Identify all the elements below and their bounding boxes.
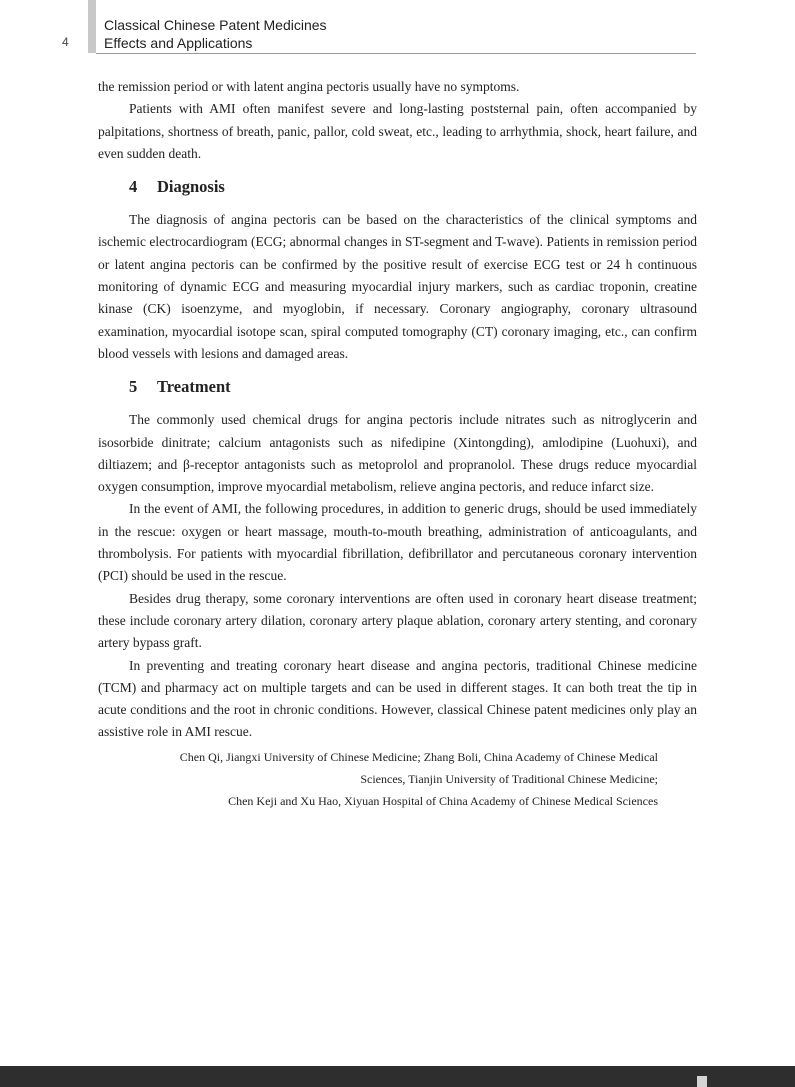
paragraph-treatment-tcm: In preventing and treating coronary heart disease and angina pectoris, traditional Chinese medicine (TCM) and pharmacy act on multiple targets and can be used in different stages. It can both treat the tip in acute conditions and the root in chronic conditions. However, classical Chinese patent medicines only play an assistive role in AMI rescue. [98,657,697,740]
paragraph-treatment-ami: In the event of AMI, the following procedures, in addition to generic drugs, should be used immediately in the rescue: oxygen or heart massage, mouth-to-mouth breathing, administration of anticoagulants, and thrombolysis. For patients with myocardial fibrillation, defibrillator and percutaneous coronary intervention (PCI) should be used in the rescue. [98,501,697,584]
page-content [98,76,697,812]
page-number: 4 [62,35,69,49]
running-title-line2: Effects and Applications [104,35,253,51]
bottom-tab [697,1076,707,1087]
paragraph-continuation: the remission period or with latent angina pectoris usually have no symptoms. [98,79,520,94]
section-title: Diagnosis [157,177,225,197]
authors-line1: Chen Qi, Jiangxi University of Chinese Medicine; Zhang Boli, China Academy of Chinese Medical [179,749,658,764]
section-heading-treatment [129,376,697,398]
authors-line2: Sciences, Tianjin University of Traditional Chinese Medicine; [360,771,658,786]
paragraph-treatment-drugs: The commonly used chemical drugs for angina pectoris include nitrates such as nitroglycerin and isosorbide dinitrate; calcium antagonists such as nifedipine (Xintongding), amlodipine (Luohuxi), and diltiazem; and β-receptor antagonists such as metoprolol and propranolol. These drugs reduce myocardial oxygen consumption, improve myocardial metabolism, relieve angina pectoris, and reduce infarct size. [98,412,697,495]
authors-block [98,746,658,812]
running-title [104,16,327,52]
bottom-bar [0,1066,795,1087]
authors-line3: Chen Keji and Xu Hao, Xiyuan Hospital of China Academy of Chinese Medical Sciences [228,793,658,808]
header-divider-bar [88,0,96,53]
paragraph-ami-symptoms: Patients with AMI often manifest severe and long-lasting poststernal pain, often accompanied by palpitations, shortness of breath, panic, pallor, cold sweat, etc., leading to arrhythmia, shock, heart failure, and even sudden death. [98,101,697,161]
section-heading-diagnosis [129,176,697,198]
running-title-line1: Classical Chinese Patent Medicines [104,17,327,33]
paragraph-diagnosis: The diagnosis of angina pectoris can be based on the characteristics of the clinical symptoms and ischemic electrocardiogram (ECG; abnormal changes in ST-segment and T-wave). Patients in remission period or latent angina pectoris can be confirmed by the positive result of exercise ECG test or 24 h continuous monitoring of dynamic ECG and measuring myocardial injury markers, such as cardiac troponin, creatine kinase (CK) isoenzyme, and myoglobin, if necessary. Coronary angiography, coronary ultrasound examination, myocardial isotope scan, spiral computed tomography (CT) coronary imaging, etc., can confirm blood vessels with lesions and damaged areas. [98,212,697,361]
section-number: 5 [129,377,138,397]
section-title: Treatment [157,377,231,397]
paragraph-treatment-interventions: Besides drug therapy, some coronary interventions are often used in coronary heart disease treatment; these include coronary artery dilation, coronary artery plaque ablation, coronary artery stenting, and coronary artery bypass graft. [98,590,697,651]
header-rule [96,53,696,54]
page-header [0,0,795,56]
section-number: 4 [129,177,138,197]
